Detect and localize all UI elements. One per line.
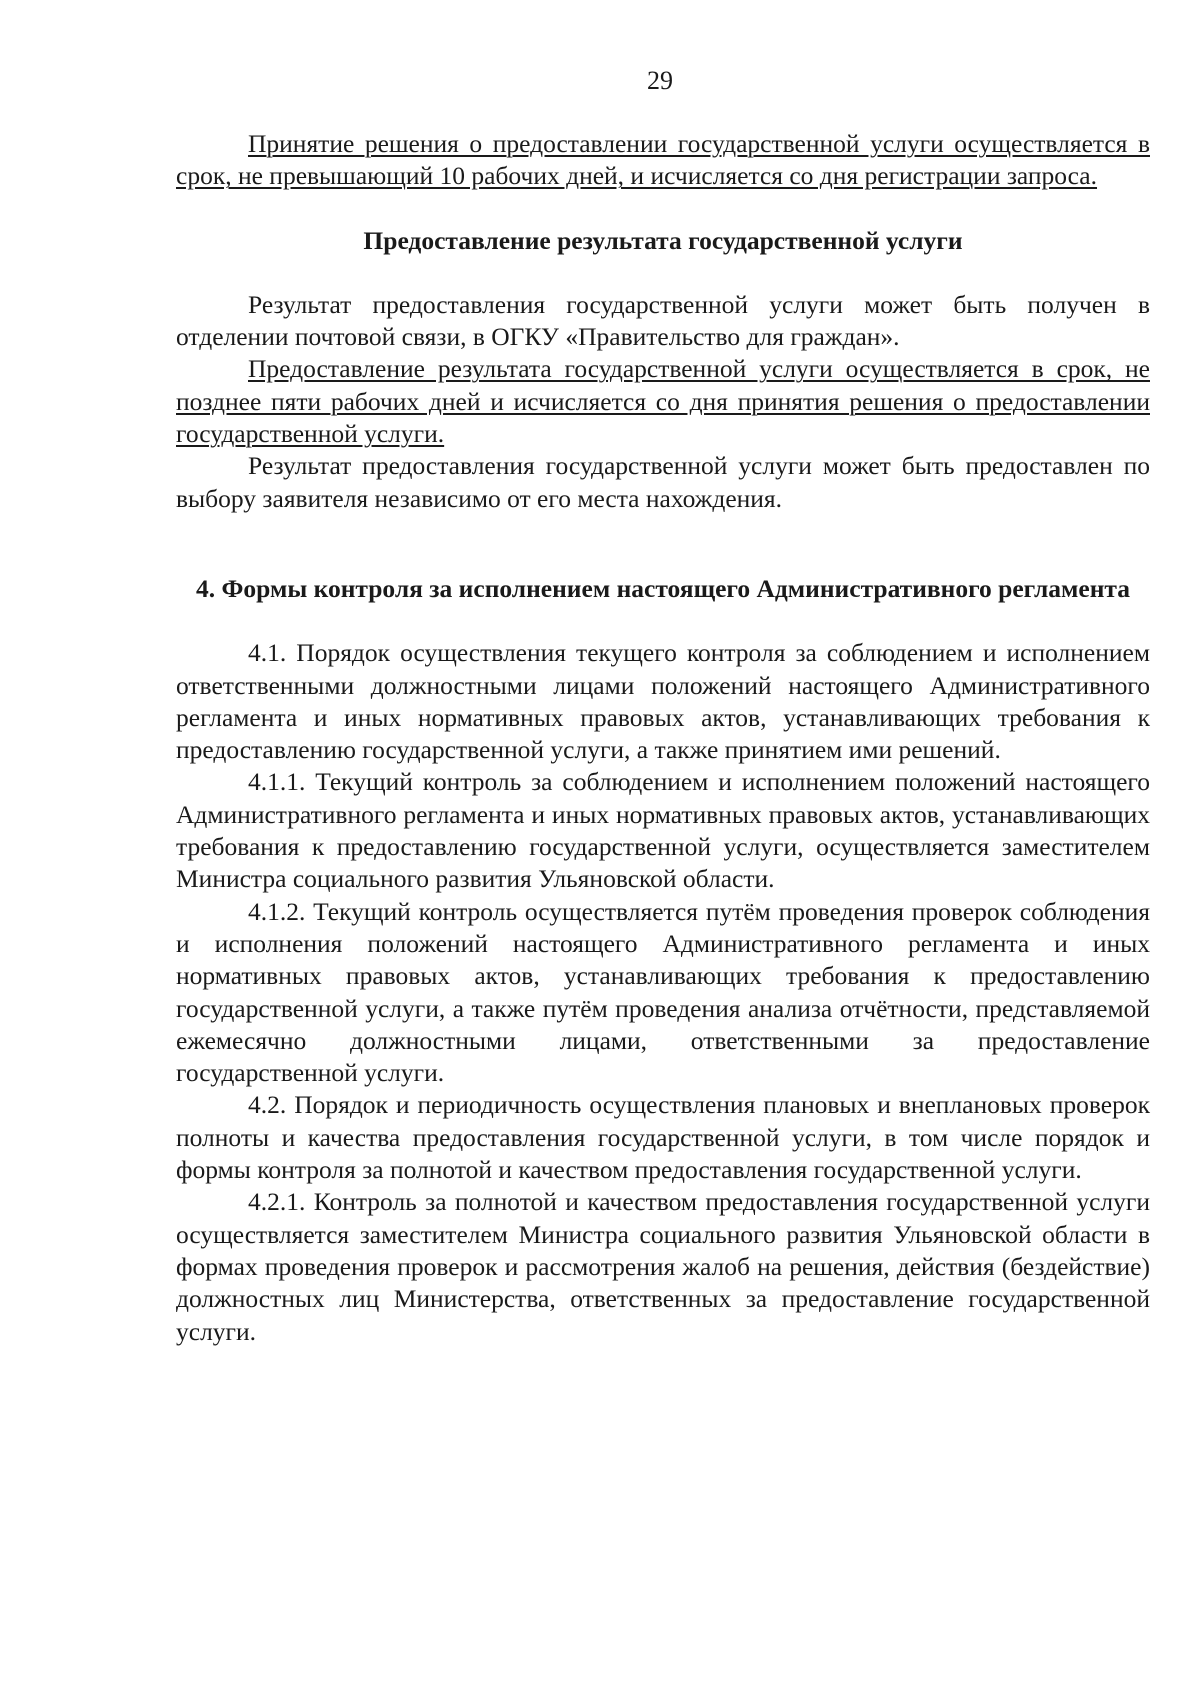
paragraph-result-term: Предоставление результата государственной услуги осуществляется в срок, не позднее пяти рабочих дней и исчисляется со дня принятия решения о предоставлении государственной услуги.	[176, 354, 1150, 449]
paragraph-4-1-2: 4.1.2. Текущий контроль осуществляется путём проведения проверок соблюдения и исполнения положений настоящего Административного регламента и иных нормативных правовых актов, устанавливающих требования к предоставлению государственной услуги, а также путём проведения анализа отчётности, представляемой ежемесячно должностными лицами, ответственными за предоставление государственной услуги.	[176, 896, 1150, 1088]
paragraph-result-delivery: Результат предоставления государственной услуги может быть получен в отделении почтовой связи, в ОГКУ «Правительство для граждан».	[176, 289, 1150, 352]
document-body	[176, 128, 1150, 1348]
paragraph-4-1-1: 4.1.1. Текущий контроль за соблюдением и исполнением положений настоящего Административного регламента и иных нормативных правовых актов, устанавливающих требования к предоставлению государственной услуги, осуществляется заместителем Министра социального развития Ульяновской области.	[176, 767, 1150, 894]
paragraph-4-1: 4.1. Порядок осуществления текущего контроля за соблюдением и исполнением ответственными должностными лицами положений настоящего Административного регламента и иных нормативных правовых актов, устанавливающих требования к предоставлению государственной услуги, а также принятием ими решений.	[176, 638, 1150, 765]
paragraph-decision-term: Принятие решения о предоставлении государственной услуги осуществляется в срок, не превышающий 10 рабочих дней, и исчисляется со дня регистрации запроса.	[176, 129, 1150, 191]
page-number: 29	[647, 66, 673, 95]
paragraph-4-2: 4.2. Порядок и периодичность осуществления плановых и внеплановых проверок полноты и качества предоставления государственной услуги, в том числе порядок и формы контроля за полнотой и качеством предоставления государственной услуги.	[176, 1090, 1150, 1185]
subheading-result: Предоставление результата государственной услуги	[363, 225, 963, 255]
paragraph-4-2-1: 4.2.1. Контроль за полнотой и качеством предоставления государственной услуги осуществляется заместителем Министра социального развития Ульяновской области в формах проведения проверок и рассмотрения жалоб на решения, действия (бездействие) должностных лиц Министерства, ответственных за предоставление государственной услуги.	[176, 1187, 1150, 1346]
section-heading: 4. Формы контроля за исполнением настоящего Административного регламента	[196, 573, 1130, 603]
paragraph-result-choice: Результат предоставления государственной услуги может быть предоставлен по выбору заявителя независимо от его места нахождения.	[176, 451, 1150, 513]
